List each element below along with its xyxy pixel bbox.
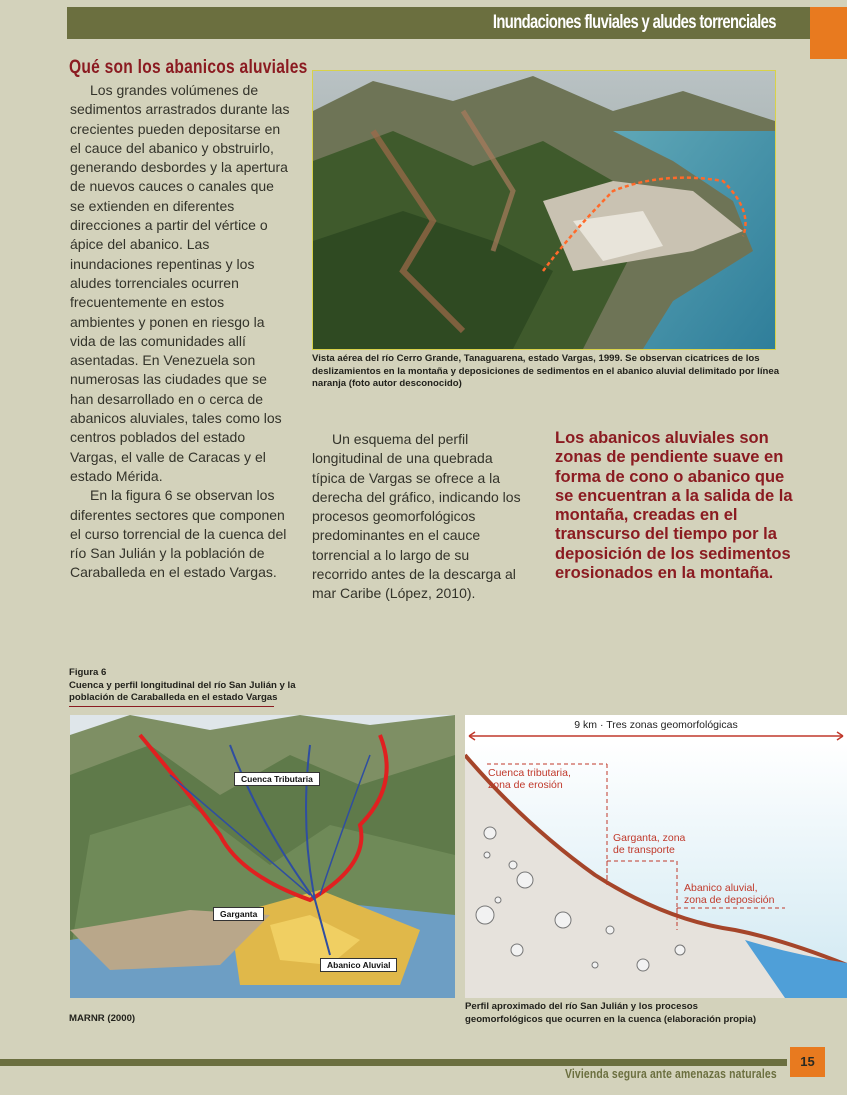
profile-caption: Perfil aproximado del río San Julián y los procesos geomorfológicos que ocurren en la cuenca (elaboración propia) [465,1001,757,1025]
map-label-garganta: Garganta [213,907,264,921]
map-credit: MARNR (2000) [69,1013,136,1024]
footer-bar [0,1059,787,1066]
zone1-label: Cuenca tributaria, zona de erosión [488,767,571,791]
longitudinal-profile-diagram [465,715,847,998]
watershed-3d-map [70,715,455,998]
figure-label [69,667,309,705]
body-column-left [70,81,292,583]
profile-distance-label: 9 km · Tres zonas geomorfológicas [574,719,738,731]
header-accent-tab [810,7,847,59]
header-bar [67,7,810,39]
profile-illustration [465,715,847,998]
page-number: 15 [790,1047,825,1077]
watershed-map-illustration [70,715,455,998]
body-paragraph: En la figura 6 se observan los diferentes sectores que componen el curso torrencial de la cuenca del río San Julián y la población de Caraballeda en el estado Vargas. [70,487,287,581]
section-title: Qué son los abanicos aluviales [69,57,308,78]
zone3-label: Abanico aluvial, zona de deposición [684,882,775,906]
map-label-abanico: Abanico Aluvial [320,958,397,972]
footer-title: Vivienda segura ante amenazas naturales [565,1066,777,1081]
map-label-cuenca: Cuenca Tributaria [234,772,320,786]
body-paragraph: Un esquema del perfil longitudinal de una quebrada típica de Vargas se ofrece a la derecha del gráfico, indicando los procesos geomorfológicos predominantes en el cauce torrencial a lo largo de su recorrido antes de la descarga al mar Caribe (López, 2010). [312,431,521,602]
aerial-photo [312,70,776,350]
figure-number: Figura 6 [69,667,107,678]
body-paragraph: Los grandes volúmenes de sedimentos arrastrados durante las crecientes pueden depositarse en el cauce del abanico y obstruirlo, generando desbordes y la apertura de nuevos cauces o canales que se extienden en diferentes direcciones a partir del vértice o ápice del abanico. Las inundaciones repentinas y los aludes torrenciales ocurren frecuentemente en estos ambientes y ponen en riesgo la vida de las comunidades allí asentadas. En Venezuela son numerosas las ciudades que se han desarrollado en o cerca de abanicos aluviales, tales como los centros poblados del estado Vargas, el valle de Caracas y el estado Mérida. [70,82,290,484]
body-column-middle [312,430,527,604]
zone2-label: Garganta, zona de transporte [613,832,686,856]
aerial-photo-illustration [313,71,775,349]
pull-quote: Los abanicos aluviales son zonas de pendiente suave en forma de cono o abanico que se encuentran a la salida de la montaña, creadas en el transcurso del tiempo por la deposición de los sedimentos erosionados en la montaña. [555,429,793,583]
figure-title: Cuenca y perfil longitudinal del río San Julián y la población de Caraballeda en el estado Vargas [69,679,296,703]
figure-title-underline [69,706,274,707]
photo-caption: Vista aérea del río Cerro Grande, Tanaguarena, estado Vargas, 1999. Se observan cicatrices de los deslizamientos en la montaña y deposiciones de sedimentos en el abanico aluvial delimitado por línea naranja (foto autor desconocido) [312,353,780,389]
header-title: Inundaciones fluviales y aludes torrenciales [492,12,776,33]
